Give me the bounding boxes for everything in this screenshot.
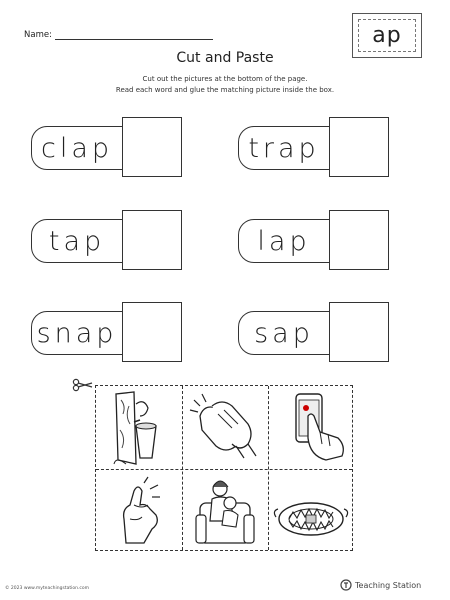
picture-tree-sap[interactable] <box>96 386 182 469</box>
picture-bear-trap[interactable] <box>268 469 354 552</box>
badge-inner-border <box>358 19 416 52</box>
word-card-clap <box>31 117 217 177</box>
word-text: lap <box>257 225 311 257</box>
word-text: clap <box>40 132 114 164</box>
picture-phone-tap[interactable] <box>268 386 354 469</box>
teaching-station-logo-icon <box>340 579 352 591</box>
picture-clapping-hands[interactable] <box>182 386 268 469</box>
badge-text: ap <box>372 23 402 48</box>
brand-logo <box>340 579 421 591</box>
name-label: Name: <box>24 30 52 40</box>
word-tab <box>31 311 123 355</box>
word-card-tap <box>31 210 217 270</box>
word-text: tap <box>48 225 106 257</box>
snapping-fingers-icon <box>96 469 182 552</box>
glue-box <box>329 117 389 177</box>
copyright-text: © 2023 www.myteachingstation.com <box>5 586 90 591</box>
glue-box <box>122 302 182 362</box>
page-title: Cut and Paste <box>176 50 274 66</box>
word-tab <box>31 219 123 263</box>
glue-box <box>329 210 389 270</box>
word-card-sap <box>238 302 424 362</box>
word-tab <box>238 126 330 170</box>
word-tab <box>31 126 123 170</box>
instruction-line-2: Read each word and glue the matching picture inside the box. <box>115 86 335 94</box>
word-card-snap <box>31 302 217 362</box>
word-tab <box>238 219 330 263</box>
word-tab <box>238 311 330 355</box>
lap-sitting-icon <box>182 469 268 552</box>
name-line <box>55 29 213 40</box>
bear-trap-icon <box>268 469 354 552</box>
word-card-lap <box>238 210 424 270</box>
picture-snapping-fingers[interactable] <box>96 469 182 552</box>
clapping-hands-icon <box>182 386 268 469</box>
picture-lap-sitting[interactable] <box>182 469 268 552</box>
name-field <box>24 29 213 40</box>
glue-box <box>329 302 389 362</box>
phone-tap-icon <box>268 386 354 469</box>
word-text: trap <box>248 132 320 164</box>
word-card-trap <box>238 117 424 177</box>
instruction-line-1: Cut out the pictures at the bottom of the page. <box>142 75 308 83</box>
brand-text: Teaching Station <box>355 580 422 590</box>
cutout-pictures-grid <box>95 385 353 551</box>
scissors-icon <box>72 378 94 392</box>
word-text: snap <box>36 317 118 349</box>
tree-sap-icon <box>96 386 182 469</box>
glue-box <box>122 210 182 270</box>
word-text: sap <box>254 317 314 349</box>
glue-box <box>122 117 182 177</box>
